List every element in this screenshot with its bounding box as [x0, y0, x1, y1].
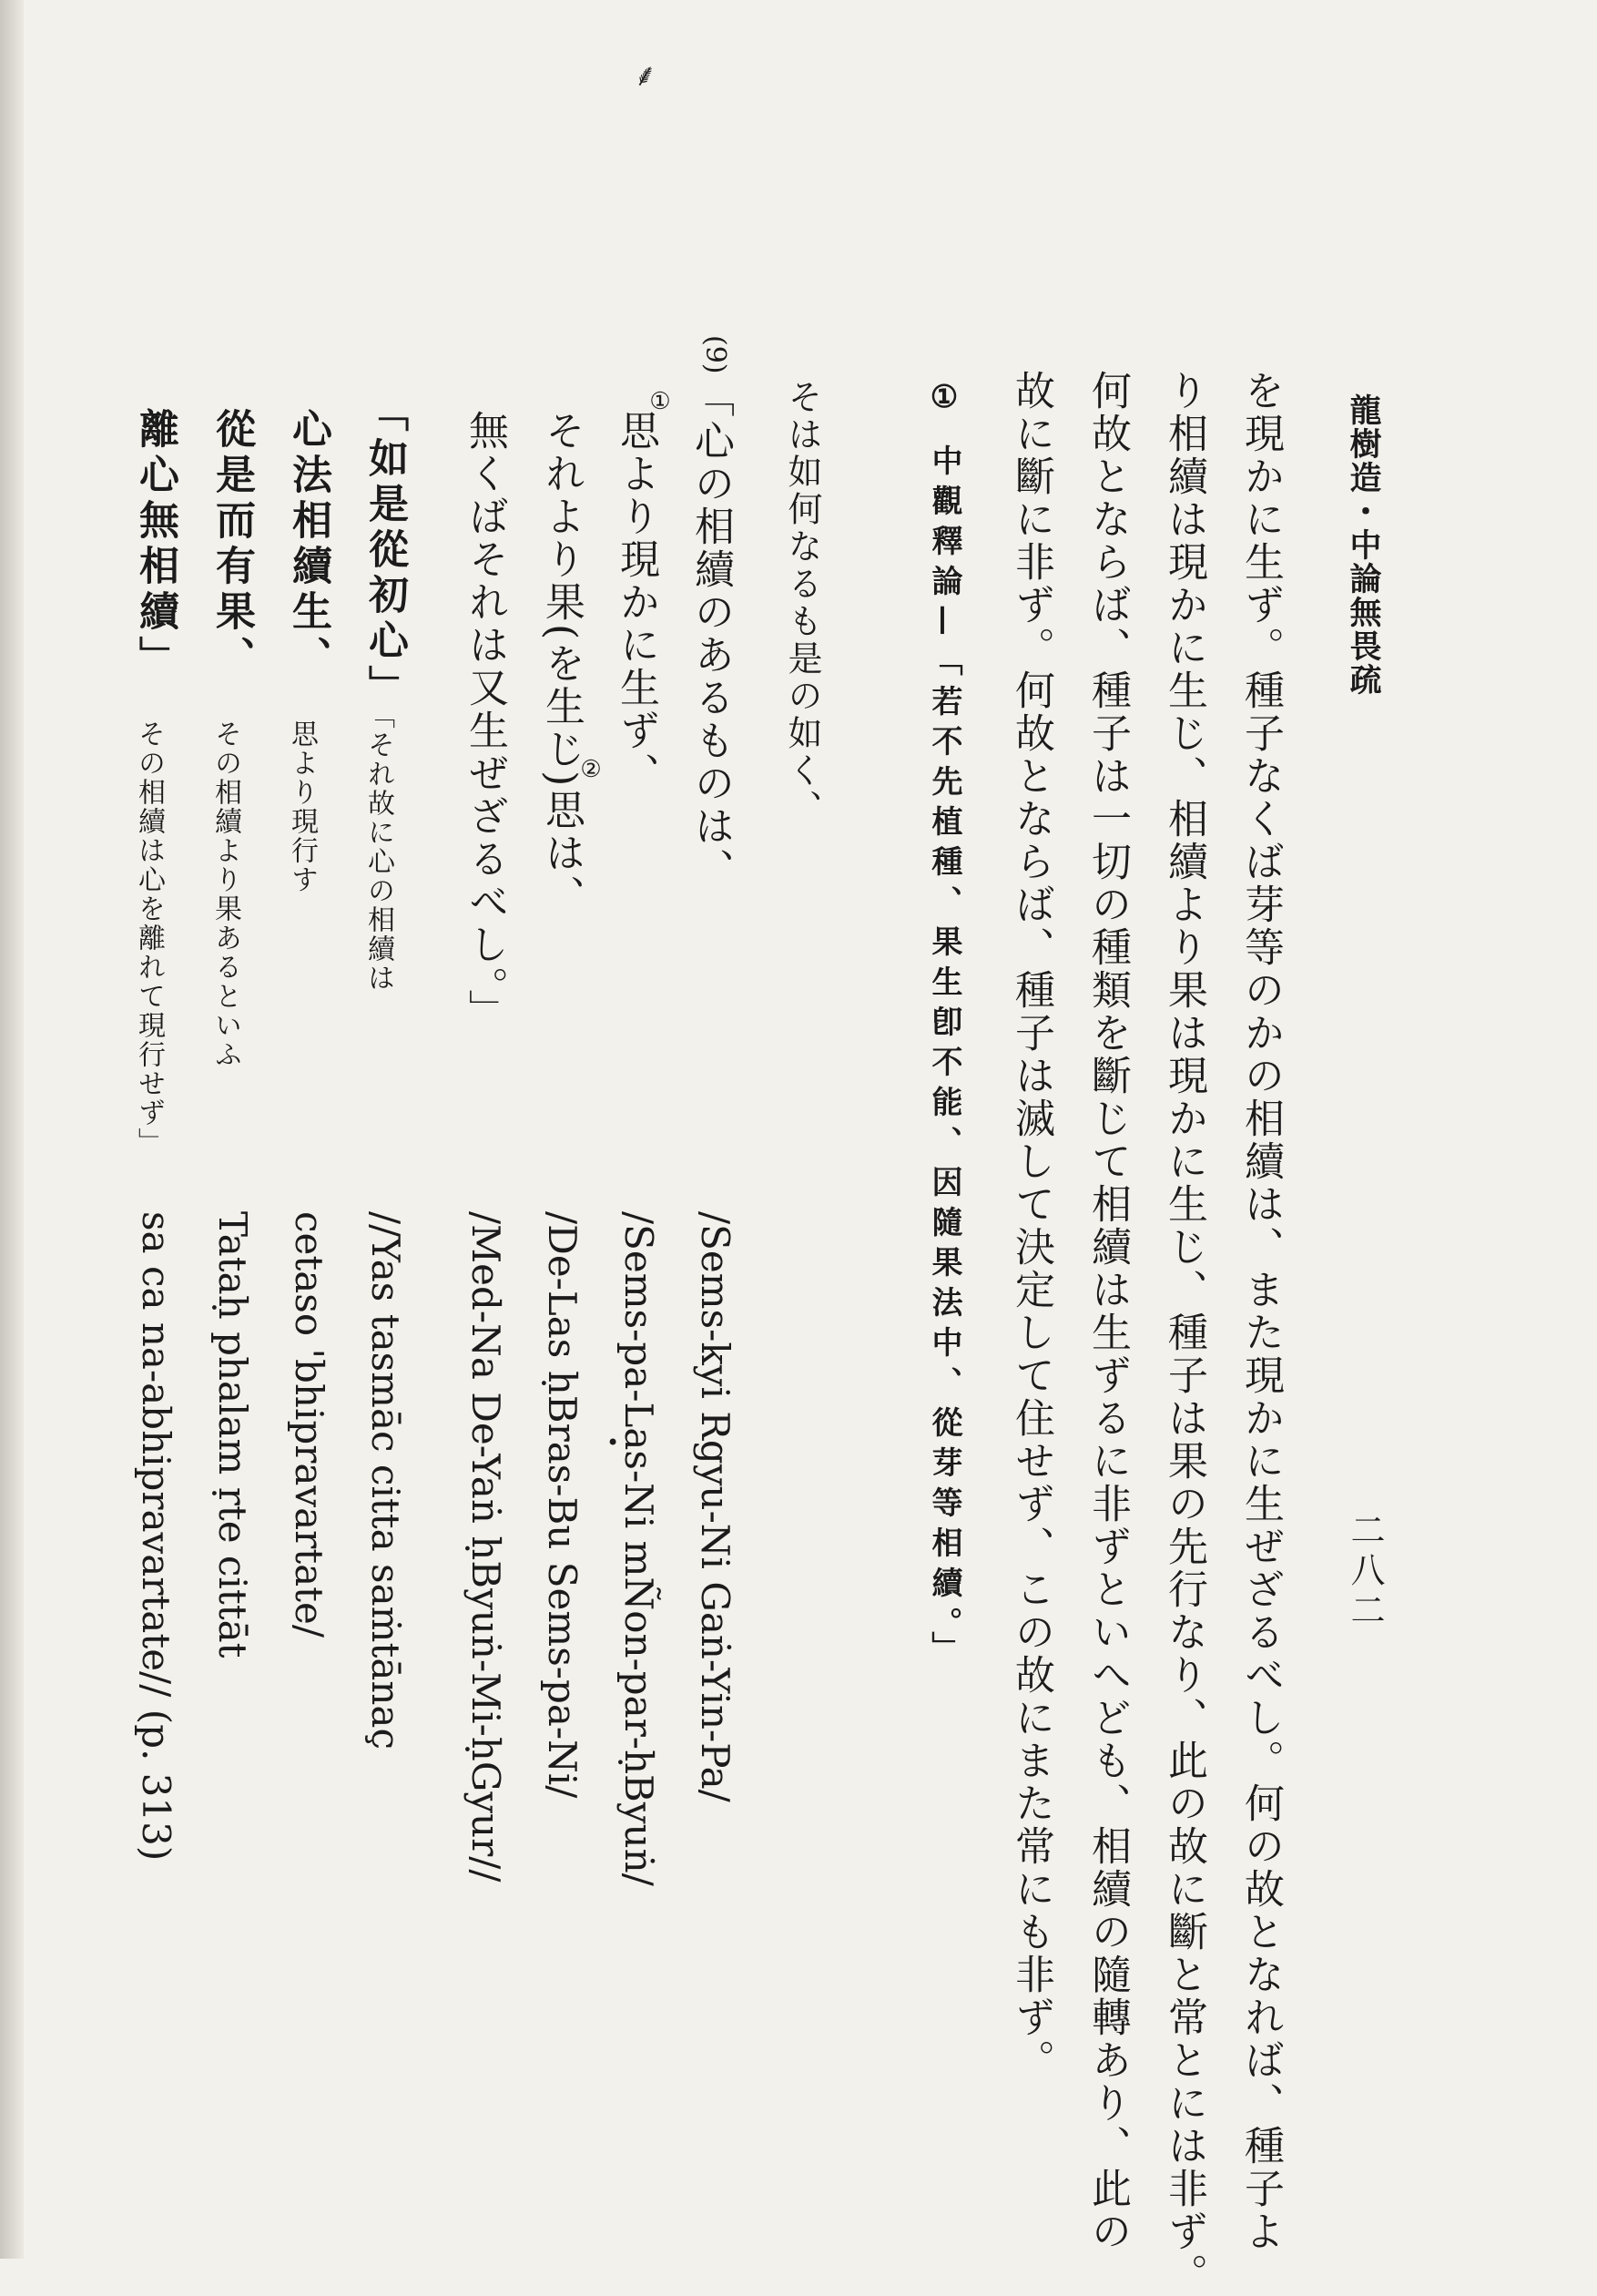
commentary-line-3: 何故とならば、種子は一切の種類を斷じて相續は生ずるに非ずといへども、相續の隨轉あり、此の — [1084, 370, 1131, 2253]
chinese-verse-line-1: 「如是從初心」 — [361, 392, 408, 710]
sanskrit-line-4: sa ca na-abhipravartate// (p. 313) — [134, 1211, 178, 1862]
verse-number: (9) — [699, 335, 731, 374]
translation-line-4: 無くばそれは又生ぜざるべし。」 — [462, 410, 508, 1032]
tibetan-line-3: /De-Las ḥBras-Bu Sems-pa-Ni/ — [540, 1211, 585, 1799]
japanese-gloss-line-3: その相續より果あるといふ — [209, 719, 241, 1069]
translation-line-1: 「心の相續のあるものは、 — [687, 377, 734, 891]
running-title: 龍樹造・中論無畏疏 — [1345, 393, 1382, 697]
commentary-line-2: り相續は現かに生じ、相續より果は現かに生じ、種子は果の先行なり、此の故に斷と常とには非ず。 — [1161, 370, 1207, 2296]
commentary-line-4: 故に斷に非ず。何故とならば、種子は滅して決定して住せず、この故にまた常にも非ず。 — [1008, 370, 1054, 2082]
chinese-verse-line-4: 離心無相續」 — [132, 408, 178, 681]
japanese-gloss-line-4: その相續は心を離れて現行せず」 — [133, 719, 165, 1157]
marker-2: ② — [577, 756, 605, 783]
commentary-line-1: を現かに生ず。種子なくば芽等のかの相續は、また現かに生ぜざるべし。何の故となれば、種子よ — [1237, 370, 1284, 2253]
translation-line-3: それより果(を生じ)思は、 — [538, 410, 585, 918]
tibetan-line-1: /Sems-kyi Rgyu-Ni Gaṅ-Yin-Pa/ — [693, 1211, 737, 1802]
sanskrit-line-3: Tataḥ phalam ṛte cittāt — [210, 1211, 255, 1658]
marker-1: ① — [646, 388, 674, 415]
chinese-verse-line-2: 心法相續生、 — [285, 408, 331, 681]
page-number: 二八二 — [1345, 1512, 1385, 1632]
chinese-verse-line-3: 從是而有果、 — [209, 408, 255, 681]
tibetan-line-4: /Med-Na De-Yaṅ ḥByuṅ-Mi-ḥGyur// — [463, 1211, 508, 1883]
translation-line-2: 思より現かに生ず、 — [613, 410, 659, 795]
scan-edge-shadow — [0, 0, 24, 2259]
footnote: ① 中觀釋論—「若不先植種、果生卽不能、因隨果法中、從芽等相續。」 — [926, 379, 962, 1671]
sanskrit-line-2: cetaso 'bhipravartate/ — [287, 1211, 331, 1638]
japanese-gloss-line-1: 「それ故に心の相續は — [362, 701, 394, 993]
verse-intro: そは如何なるも是の如く、 — [782, 379, 822, 827]
ink-blot: ⸙ — [634, 57, 657, 94]
ink-dot: • — [606, 1430, 620, 1455]
japanese-gloss-line-2: 思より現行す — [286, 719, 318, 894]
sanskrit-line-1: //Yas tasmāc citta saṁtānaç — [363, 1211, 408, 1750]
tibetan-line-2: /Sems-pa-Las-Ni mÑon-par-ḥByuṅ/ — [616, 1211, 661, 1886]
